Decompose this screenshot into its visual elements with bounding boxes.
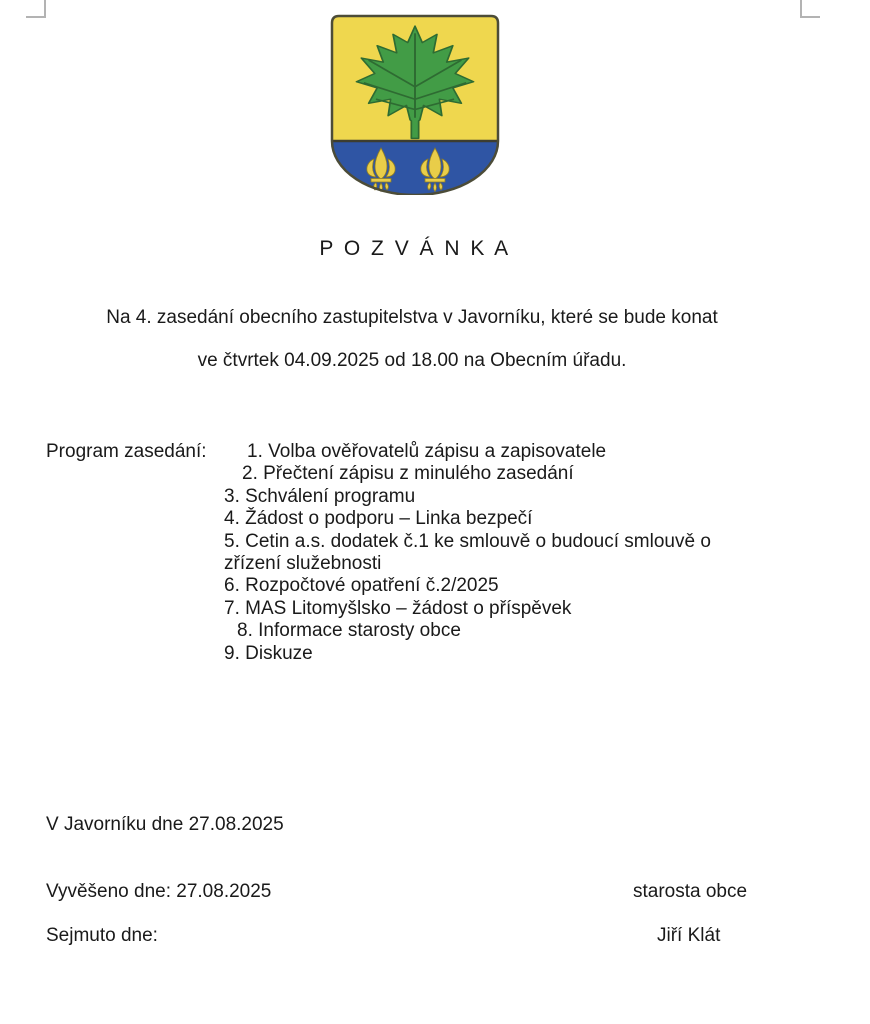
intro-line-2: ve čtvrtek 04.09.2025 od 18.00 na Obecním úřadu. — [197, 350, 627, 371]
page-corner-mark-left — [26, 0, 46, 18]
posted-date-line: Vyvěšeno dne: 27.08.2025 — [46, 881, 272, 902]
coat-of-arms — [330, 14, 500, 195]
program-item-5: 5. Cetin a.s. dodatek č.1 ke smlouvě o budoucí smlouvě o — [224, 530, 711, 552]
signature-role: starosta obce — [633, 881, 748, 902]
program-item-7: 7. MAS Litomyšlsko – žádost o příspěvek — [224, 597, 572, 619]
program-item-3: 3. Schválení programu — [224, 485, 416, 507]
program-item-5-wrap: zřízení služebnosti — [224, 553, 382, 575]
program-list — [0, 441, 870, 665]
intro-line-1: Na 4. zasedání obecního zastupitelstva v Javorníku, které se bude konat — [106, 307, 718, 328]
program-item-2: 2. Přečtení zápisu z minulého zasedání — [242, 463, 574, 485]
program-item-8: 8. Informace starosty obce — [237, 620, 461, 642]
program-item-9: 9. Diskuze — [224, 642, 313, 664]
heraldic-shield-icon — [330, 14, 500, 195]
program-item-6: 6. Rozpočtové opatření č.2/2025 — [224, 575, 499, 597]
removed-date-line: Sejmuto dne: — [46, 925, 158, 946]
signature-name: Jiří Klát — [657, 925, 721, 946]
program-label: Program zasedání: — [46, 441, 207, 462]
program-item-4: 4. Žádost o podporu – Linka bezpečí — [224, 508, 533, 530]
program-item-1: 1. Volba ověřovatelů zápisu a zapisovatele — [247, 441, 607, 462]
document-title: P O Z V Á N K A — [319, 237, 511, 260]
page-corner-mark-right — [800, 0, 820, 18]
place-date-line: V Javorníku dne 27.08.2025 — [46, 814, 284, 835]
shield-blue-field — [332, 141, 498, 195]
